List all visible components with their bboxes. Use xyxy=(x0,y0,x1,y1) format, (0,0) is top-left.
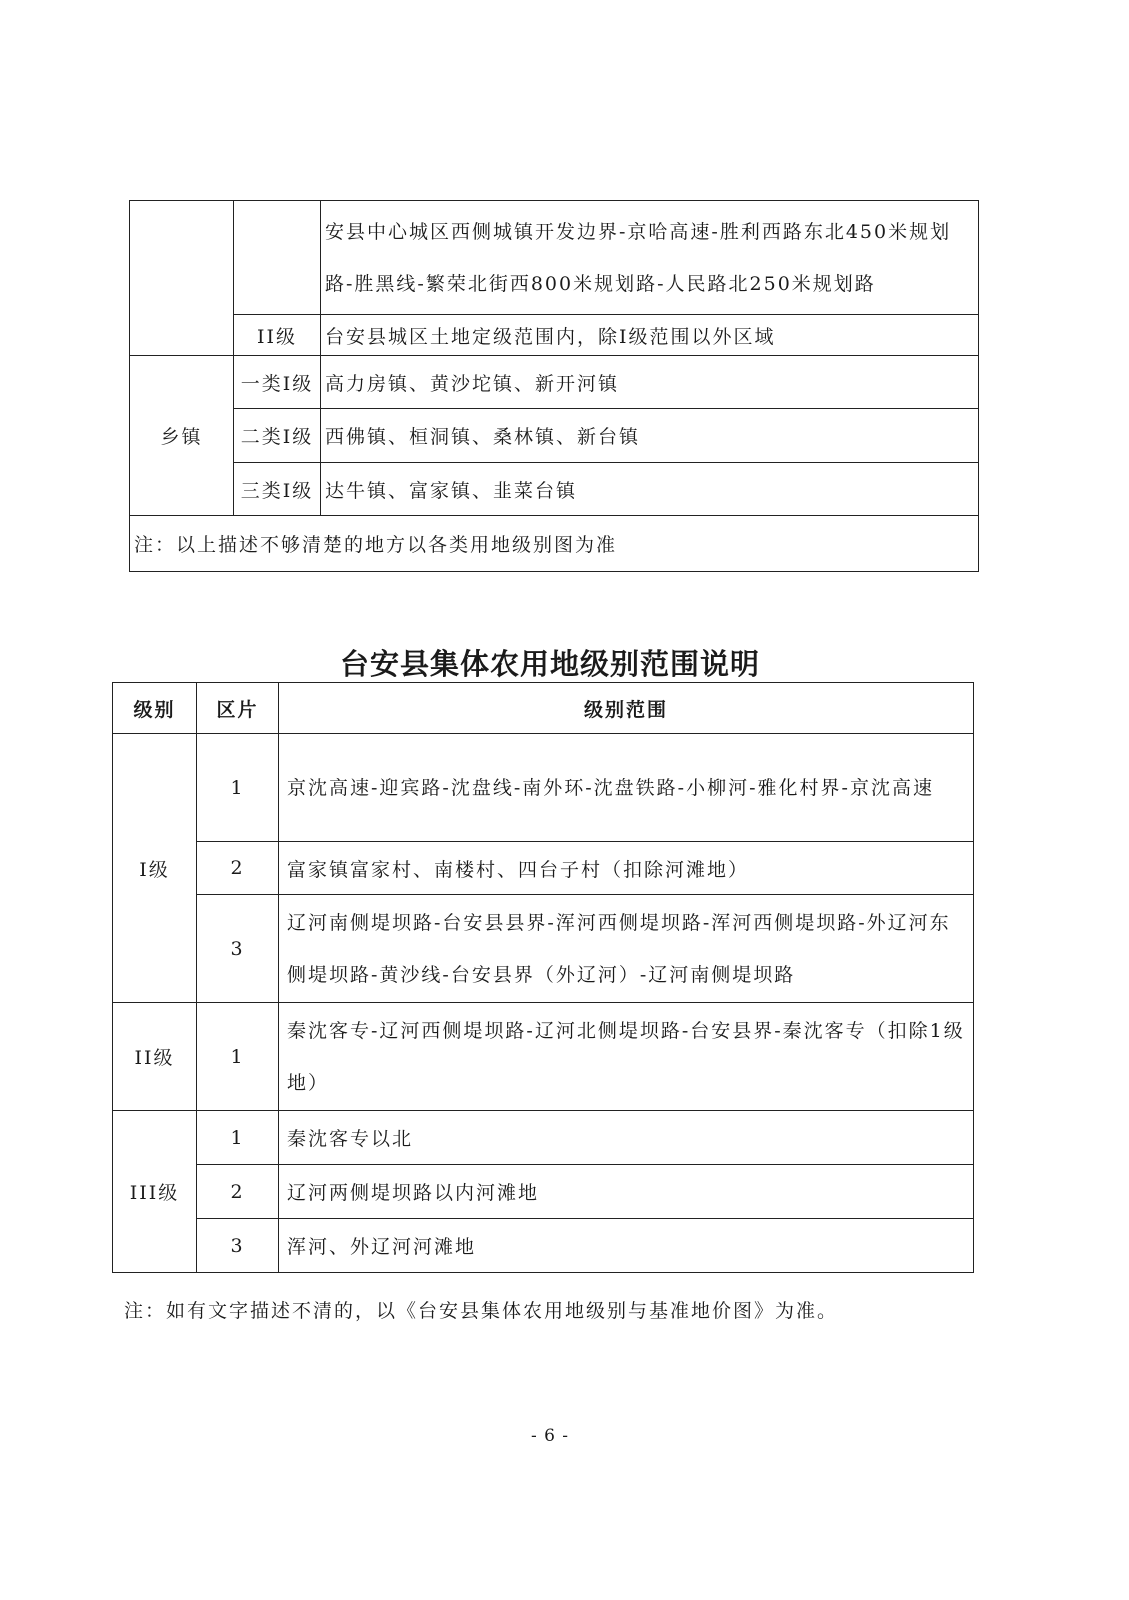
table1-township-level: 二类I级 xyxy=(234,409,321,463)
table1-township-scope: 高力房镇、黄沙坨镇、新开河镇 xyxy=(321,356,979,409)
level-cell: II级 xyxy=(113,1003,197,1111)
table1-category-cell-continued xyxy=(130,201,234,356)
table1-township-scope: 西佛镇、桓洞镇、桑林镇、新台镇 xyxy=(321,409,979,463)
zone-cell: 3 xyxy=(197,895,279,1003)
zone-cell: 1 xyxy=(197,1003,279,1111)
table1-township-scope: 达牛镇、富家镇、韭菜台镇 xyxy=(321,463,979,516)
header-level: 级别 xyxy=(113,683,197,734)
urban-land-level-table xyxy=(129,200,979,572)
zone-cell: 1 xyxy=(197,734,279,842)
zone-cell: 2 xyxy=(197,842,279,895)
table1-note: 注：以上描述不够清楚的地方以各类用地级别图为准 xyxy=(130,516,979,572)
table1-township-label: 乡镇 xyxy=(130,356,234,516)
header-scope: 级别范围 xyxy=(279,683,974,734)
scope-cell: 秦沈客专以北 xyxy=(279,1111,974,1165)
table1-township-level: 三类I级 xyxy=(234,463,321,516)
scope-cell: 辽河南侧堤坝路-台安县县界-浑河西侧堤坝路-浑河西侧堤坝路-外辽河东侧堤坝路-黄沙线-台安县界（外辽河）-辽河南侧堤坝路 xyxy=(279,895,974,1003)
zone-cell: 2 xyxy=(197,1165,279,1219)
table1-township-level: 一类I级 xyxy=(234,356,321,409)
collective-farmland-level-table xyxy=(112,682,974,1273)
page-number: - 6 - xyxy=(530,1426,570,1446)
scope-cell: 浑河、外辽河河滩地 xyxy=(279,1219,974,1273)
scope-cell: 秦沈客专-辽河西侧堤坝路-辽河北侧堤坝路-台安县界-秦沈客专（扣除1级地） xyxy=(279,1003,974,1111)
table1-level-cell-continued xyxy=(234,201,321,315)
scope-cell: 富家镇富家村、南楼村、四台子村（扣除河滩地） xyxy=(279,842,974,895)
scope-cell: 京沈高速-迎宾路-沈盘线-南外环-沈盘铁路-小柳河-雅化村界-京沈高速 xyxy=(279,734,974,842)
level-cell: I级 xyxy=(113,734,197,1003)
zone-cell: 3 xyxy=(197,1219,279,1273)
header-zone: 区片 xyxy=(197,683,279,734)
zone-cell: 1 xyxy=(197,1111,279,1165)
table1-level-ii: II级 xyxy=(234,315,321,356)
table1-scope-continued: 安县中心城区西侧城镇开发边界-京哈高速-胜利西路东北450米规划路-胜黑线-繁荣北街西800米规划路-人民路北250米规划路 xyxy=(321,201,979,315)
table2-note: 注：如有文字描述不清的，以《台安县集体农用地级别与基准地价图》为准。 xyxy=(124,1300,839,1322)
table2-title: 台安县集体农用地级别范围说明 xyxy=(339,647,760,681)
table1-scope-ii: 台安县城区土地定级范围内，除I级范围以外区域 xyxy=(321,315,979,356)
level-cell: III级 xyxy=(113,1111,197,1273)
scope-cell: 辽河两侧堤坝路以内河滩地 xyxy=(279,1165,974,1219)
